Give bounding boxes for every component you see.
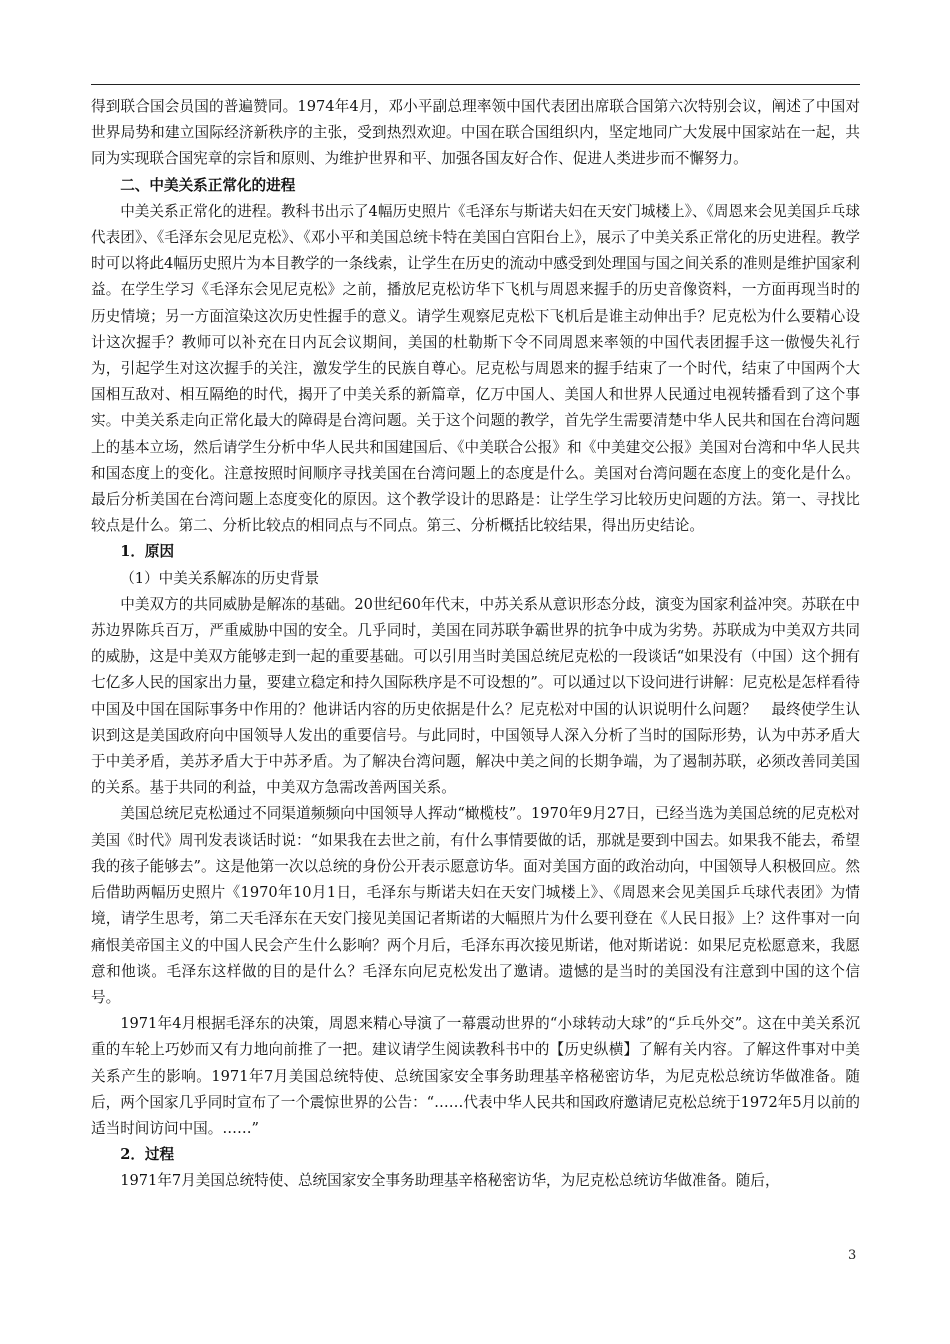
subsection-heading: 1．原因 (120, 543, 175, 561)
header-rule (91, 84, 860, 85)
subsection-heading: 2．过程 (120, 1146, 175, 1164)
page-number: 3 (848, 1248, 857, 1263)
paragraph: 1971年7月美国总统特使、总统国家安全事务助理基辛格秘密访华，为尼克松总统访华做准备。随后， (120, 1172, 780, 1190)
document-body (91, 94, 860, 1195)
paragraph: 1971年4月根据毛泽东的决策，周恩来精心导演了一幕震动世界的“小球转动大球”的“乒乓外交”。这在中美关系沉重的车轮上巧妙而又有力地向前推了一把。建议请学生阅读教科书中的【历史纵横】了解有关内容。了解这件事对中美关系产生的影响。1971年7月美国总统特使、总统国家安全事务助理基辛格秘密访华，为尼克松总统访华做准备。随后，两个国家几乎同时宣布了一个震惊世界的公告：“……代表中华人民共和国政府邀请尼克松总统于1972年5月以前的适当时间访问中国。……” (91, 1015, 860, 1137)
paragraph-continued: 得到联合国会员国的普遍赞同。1974年4月，邓小平副总理率领中国代表团出席联合国第六次特别会议，阐述了中国对世界局势和建立国际经济新秩序的主张，受到热烈欢迎。中国在联合国组织内，坚定地同广大发展中国家站在一起，共同为实现联合国宪章的宗旨和原则、为维护世界和平、加强各国友好合作、促进人类进步而不懈努力。 (91, 98, 860, 168)
paragraph: 中美双方的共同威胁是解冻的基础。20世纪60年代末，中苏关系从意识形态分歧，演变为国家利益冲突。苏联在中苏边界陈兵百万，严重威胁中国的安全。几乎同时，美国在同苏联争霸世界的抗争中成为劣势。苏联成为中美双方共同的威胁，这是中美双方能够走到一起的重要基础。可以引用当时美国总统尼克松的一段谈话“如果没有（中国）这个拥有七亿多人民的国家出力量，要建立稳定和持久国际秩序是不可设想的”。可以通过以下设问进行讲解：尼克松是怎样看待中国及中国在国际事务中作用的？他讲话内容的历史依据是什么？尼克松对中国的认识说明什么问题？ 最终使学生认识到这是美国政府向中国领导人发出的重要信号。与此同时，中国领导人深入分析了当时的国际形势，认为中苏矛盾大于中美矛盾，美苏矛盾大于中苏矛盾。为了解决台湾问题，解决中美之间的长期争端，为了遏制苏联，必须改善同美国的关系。基于共同的利益，中美双方急需改善两国关系。 (91, 595, 860, 797)
paragraph: 美国总统尼克松通过不同渠道频频向中国领导人挥动“橄榄枝”。1970年9月27日，已经当选为美国总统的尼克松对美国《时代》周刊发表谈话时说：“如果我在去世之前，有什么事情要做的话，那就是要到中国去。如果我不能去，希望我的孩子能够去”。这是他第一次以总统的身份公开表示愿意访华。面对美国方面的政治动向，中国领导人积极回应。然后借助两幅历史照片《1970年10月1日，毛泽东与斯诺夫妇在天安门城楼上》、《周恩来会见美国乒乓球代表团》为情境，请学生思考，第二天毛泽东在天安门接见美国记者斯诺的大幅照片为什么要刊登在《人民日报》上？这件事对一向痛恨美帝国主义的中国人民会产生什么影响？两个月后，毛泽东再次接见斯诺，他对斯诺说：如果尼克松愿意来，我愿意和他谈。毛泽东这样做的目的是什么？毛泽东向尼克松发出了邀请。遗憾的是当时的美国没有注意到中国的这个信号。 (91, 805, 860, 1006)
paragraph: 中美关系正常化的进程。教科书出示了4幅历史照片《毛泽东与斯诺夫妇在天安门城楼上》、《周恩来会见美国乒乓球代表团》、《毛泽东会见尼克松》、《邓小平和美国总统卡特在美国白宫阳台上》，展示了中美关系正常化的历史进程。教学时可以将此4幅历史照片为本目教学的一条线索，让学生在历史的流动中感受到处理国与国之间关系的准则是维护国家利益。在学生学习《毛泽东会见尼克松》之前，播放尼克松访华下飞机与周恩来握手的历史音像资料，一方面再现当时的历史情境；另一方面渲染这次历史性握手的意义。请学生观察尼克松下飞机后是谁主动伸出手？尼克松为什么要精心设计这次握手？教师可以补充在日内瓦会议期间，美国的杜勒斯下令不同周恩来率领的中国代表团握手这一傲慢失礼行为，引起学生对这次握手的关注，激发学生的民族自尊心。尼克松与周恩来的握手结束了一个时代，结束了中国两个大国相互敌对、相互隔绝的时代，揭开了中美关系的新篇章，亿万中国人、美国人和世界人民通过电视转播看到了这个事实。中美关系走向正常化最大的障碍是台湾问题。关于这个问题的教学，首先学生需要清楚中华人民共和国在台湾问题上的基本立场，然后请学生分析中华人民共和国建国后、《中美联合公报》和《中美建交公报》美国对台湾和中华人民共和国态度上的变化。注意按照时间顺序寻找美国在台湾问题上的态度是什么。美国对台湾问题在态度上的变化是什么。最后分析美国在台湾问题上态度变化的原因。这个教学设计的思路是：让学生学习比较历史问题的方法。第一、寻找比较点是什么。第二、分析比较点的相同点与不同点。第三、分析概括比较结果，得出历史结论。 (91, 202, 860, 535)
sub-subsection-heading: （1）中美关系解冻的历史背景 (120, 569, 320, 587)
section-heading: 二、中美关系正常化的进程 (120, 176, 296, 194)
